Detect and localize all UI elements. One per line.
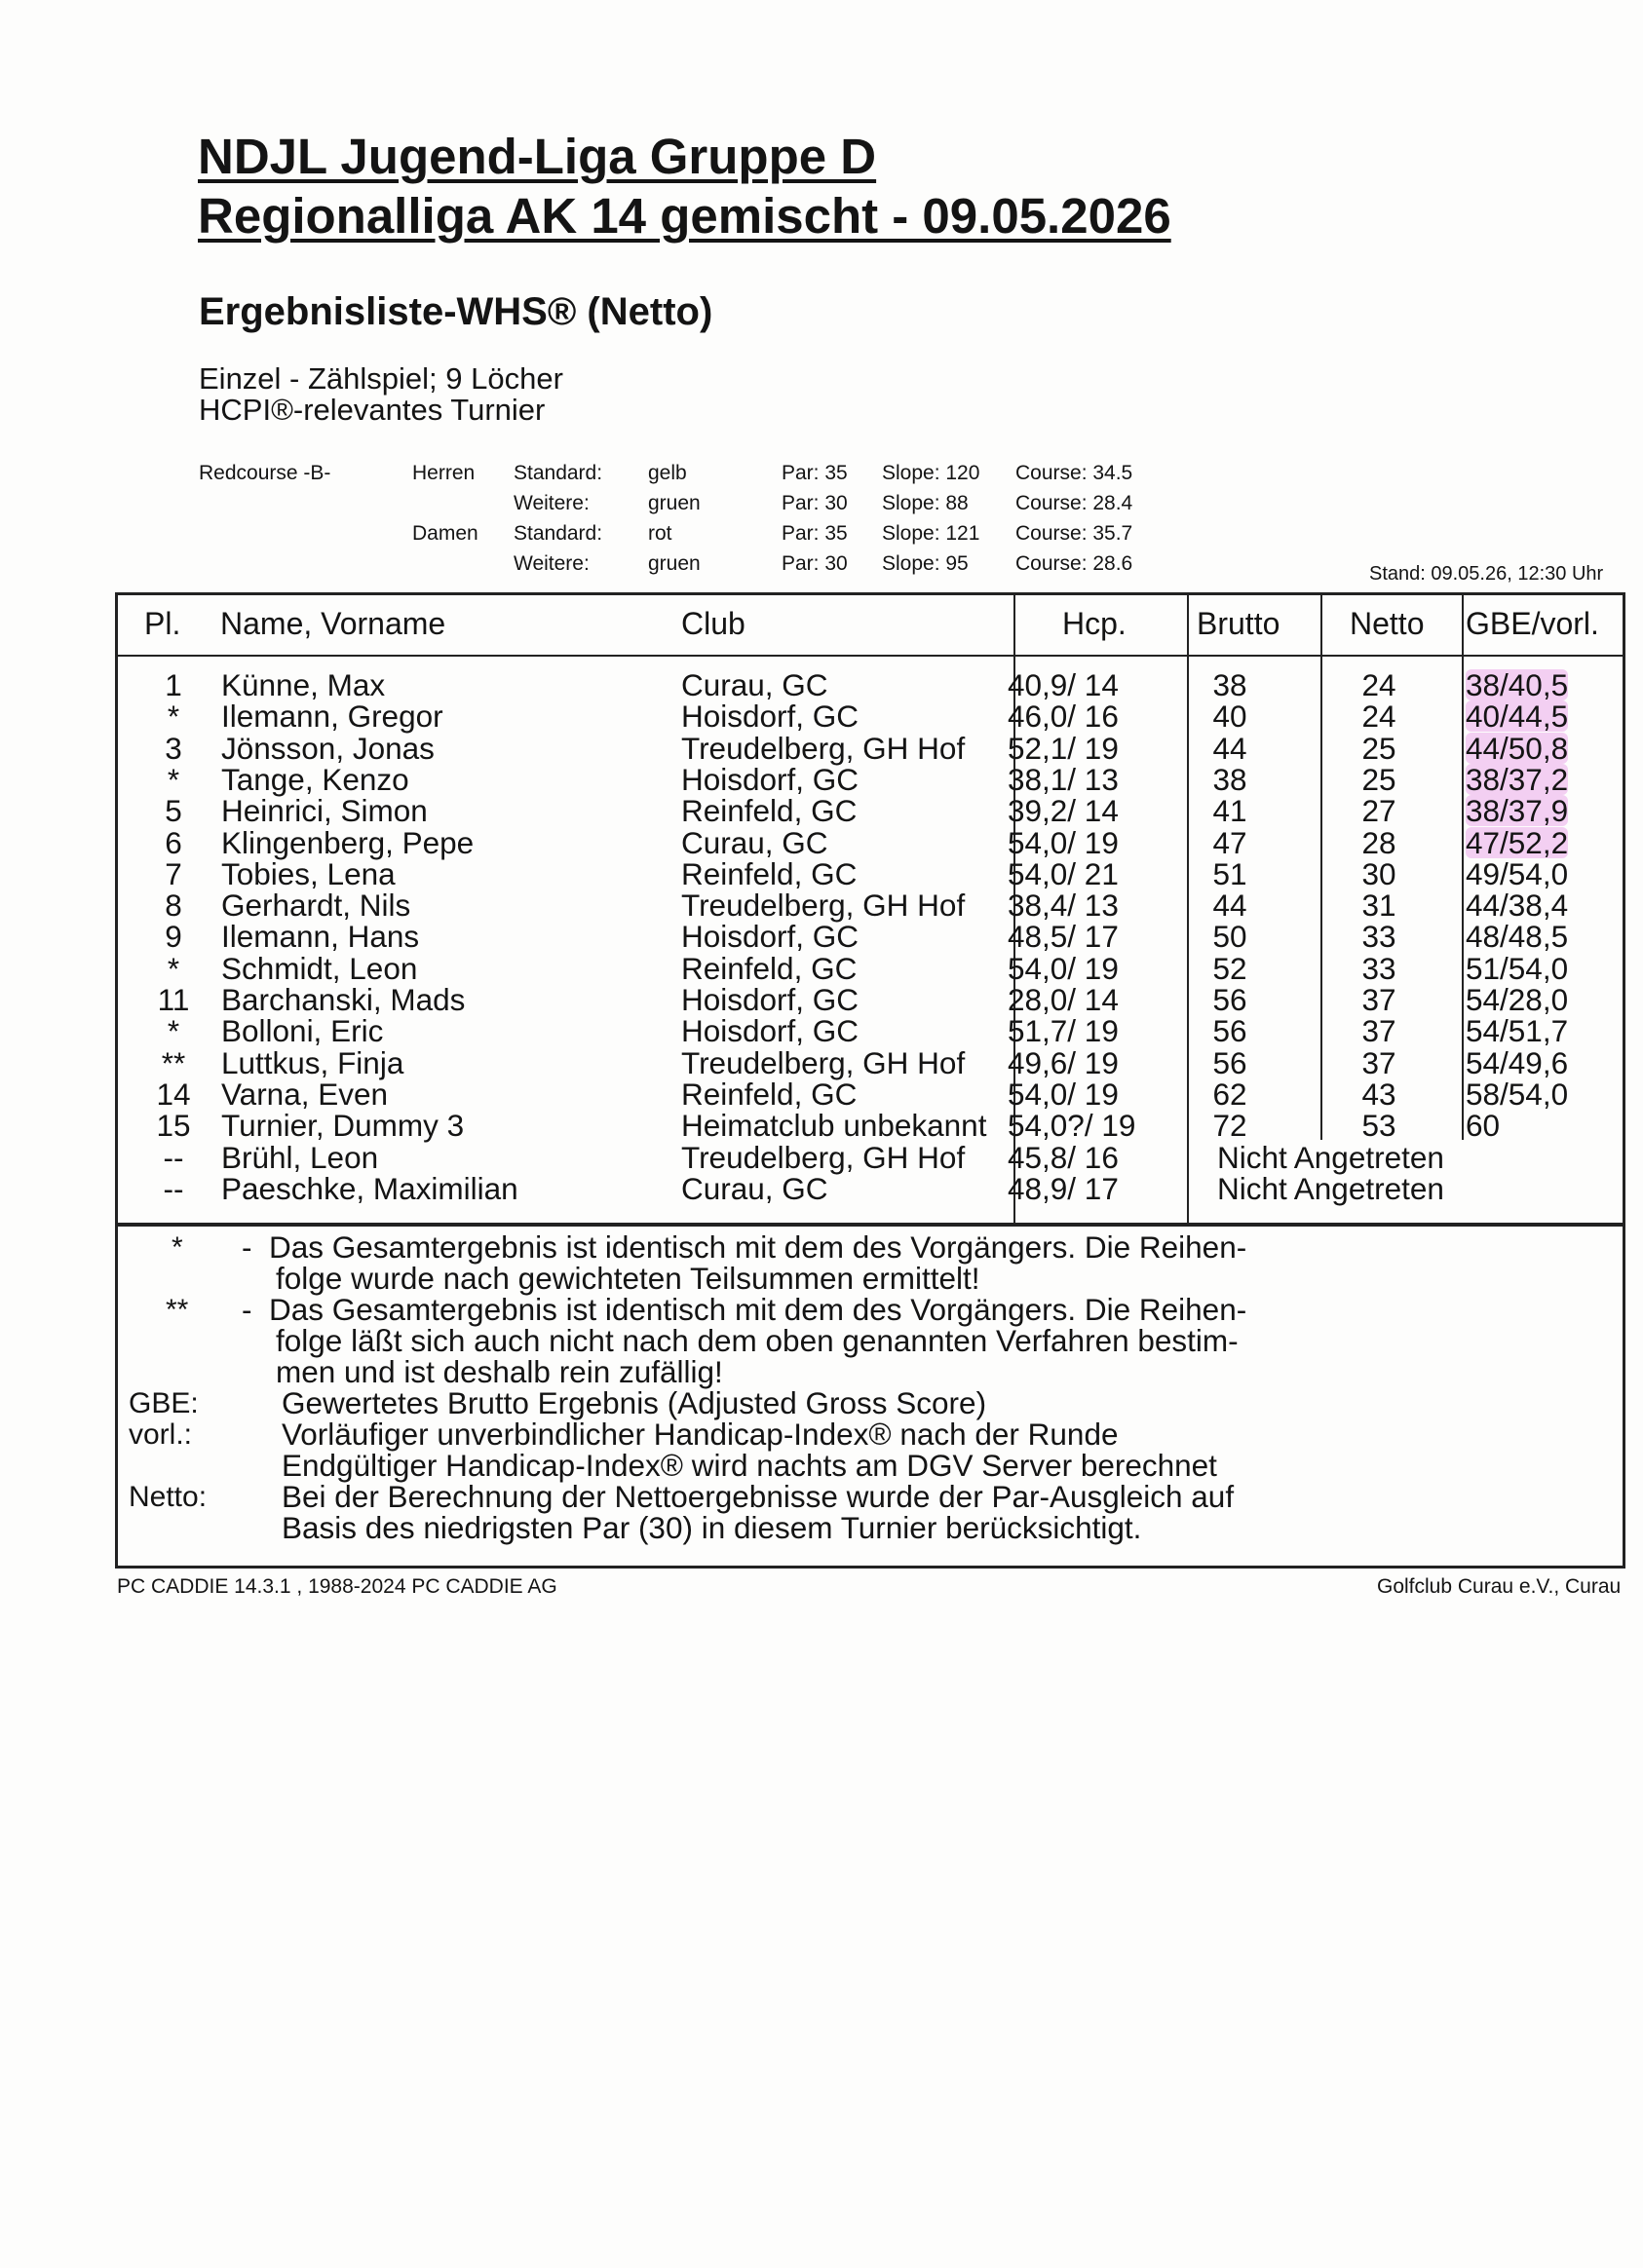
cell-name: Turnier, Dummy 3 bbox=[221, 1108, 465, 1144]
cell-gbe: 54/51,7 bbox=[1466, 1013, 1569, 1049]
cell-name: Klingenberg, Pepe bbox=[221, 824, 475, 860]
cell-name: Brühl, Leon bbox=[221, 1139, 379, 1175]
course-group: Damen bbox=[412, 522, 478, 545]
cell-netto: 25 bbox=[1361, 761, 1396, 797]
course-group: Herren bbox=[412, 462, 476, 484]
cell-brutto: 62 bbox=[1212, 1076, 1247, 1112]
info-line-2: HCPI®-relevantes Turnier bbox=[199, 393, 546, 427]
cell-netto: 37 bbox=[1361, 1044, 1396, 1080]
course-type: Weitere: bbox=[514, 492, 590, 514]
cell-name: Paeschke, Maximilian bbox=[221, 1170, 518, 1206]
cell-hcp: 51,7/ 19 bbox=[1008, 1013, 1119, 1049]
cell-brutto: 51 bbox=[1212, 855, 1247, 891]
cell-place: * bbox=[167, 950, 180, 986]
cell-netto: 43 bbox=[1361, 1076, 1396, 1112]
cell-place: ** bbox=[161, 1044, 186, 1080]
cell-place: 8 bbox=[165, 888, 182, 924]
course-rating: Course: 28.6 bbox=[1015, 552, 1133, 575]
cell-place: * bbox=[167, 1013, 180, 1049]
cell-name: Tange, Kenzo bbox=[221, 761, 409, 797]
cell-club: Curau, GC bbox=[681, 1170, 828, 1206]
table-row bbox=[0, 730, 1643, 766]
cell-brutto: 56 bbox=[1212, 1044, 1247, 1080]
table-row bbox=[0, 855, 1643, 891]
cell-club: Hoisdorf, GC bbox=[681, 761, 860, 797]
header-club: Club bbox=[681, 606, 745, 641]
cell-hcp: 38,4/ 13 bbox=[1008, 888, 1119, 924]
table-row bbox=[0, 699, 1643, 735]
cell-club: Reinfeld, GC bbox=[681, 793, 858, 829]
cell-not-started: Nicht Angetreten bbox=[1217, 1139, 1444, 1175]
table-row bbox=[0, 1013, 1643, 1049]
table-row bbox=[0, 1108, 1643, 1144]
course-par: Par: 30 bbox=[782, 552, 848, 575]
cell-hcp: 48,9/ 17 bbox=[1008, 1170, 1119, 1206]
cell-hcp: 40,9/ 14 bbox=[1008, 667, 1119, 702]
course-type: Standard: bbox=[514, 522, 603, 545]
cell-place: 15 bbox=[156, 1108, 191, 1144]
cell-brutto: 40 bbox=[1212, 699, 1247, 735]
header-hcp: Hcp. bbox=[1062, 606, 1127, 641]
table-row bbox=[0, 950, 1643, 986]
footer-right: Golfclub Curau e.V., Curau bbox=[1377, 1575, 1622, 1598]
cell-netto: 37 bbox=[1361, 1013, 1396, 1049]
header-netto: Netto bbox=[1350, 606, 1425, 641]
cell-netto: 24 bbox=[1361, 667, 1396, 702]
cell-gbe: 58/54,0 bbox=[1466, 1076, 1569, 1112]
cell-gbe: 38/37,9 bbox=[1466, 793, 1569, 829]
cell-club: Reinfeld, GC bbox=[681, 1076, 858, 1112]
note-text: - Das Gesamtergebnis ist identisch mit dem des Vorgängers. Die Reihen- folge wurde nach gewichteten Teilsummen ermittelt! bbox=[242, 1229, 1247, 1296]
cell-gbe: 40/44,5 bbox=[1466, 699, 1569, 735]
table-row bbox=[0, 984, 1643, 1015]
cell-gbe: 44/50,8 bbox=[1466, 730, 1569, 766]
cell-club: Treudelberg, GH Hof bbox=[681, 888, 966, 924]
course-type: Standard: bbox=[514, 462, 603, 484]
table-row bbox=[0, 919, 1643, 955]
cell-gbe: 38/40,5 bbox=[1466, 667, 1569, 702]
cell-place: -- bbox=[163, 1170, 184, 1206]
cell-gbe: 54/49,6 bbox=[1466, 1044, 1569, 1080]
cell-club: Hoisdorf, GC bbox=[681, 699, 860, 735]
cell-brutto: 38 bbox=[1212, 761, 1247, 797]
col-divider-netto-header bbox=[1320, 593, 1322, 656]
cell-gbe: 48/48,5 bbox=[1466, 919, 1569, 955]
course-par: Par: 30 bbox=[782, 492, 848, 514]
cell-hcp: 45,8/ 16 bbox=[1008, 1139, 1119, 1175]
cell-hcp: 54,0/ 19 bbox=[1008, 824, 1119, 860]
cell-netto: 24 bbox=[1361, 699, 1396, 735]
stand-timestamp: Stand: 09.05.26, 12:30 Uhr bbox=[1369, 563, 1604, 585]
course-slope: Slope: 95 bbox=[882, 552, 969, 575]
cell-netto: 31 bbox=[1361, 888, 1396, 924]
cell-place: 14 bbox=[156, 1076, 191, 1112]
cell-brutto: 44 bbox=[1212, 888, 1247, 924]
cell-club: Curau, GC bbox=[681, 667, 828, 702]
title-line-1: NDJL Jugend-Liga Gruppe D bbox=[198, 129, 877, 184]
cell-name: Gerhardt, Nils bbox=[221, 888, 411, 924]
cell-place: 9 bbox=[165, 919, 182, 955]
cell-hcp: 54,0/ 21 bbox=[1008, 855, 1119, 891]
course-par: Par: 35 bbox=[782, 522, 848, 545]
cell-netto: 33 bbox=[1361, 919, 1396, 955]
cell-brutto: 44 bbox=[1212, 730, 1247, 766]
table-row bbox=[0, 1044, 1643, 1080]
cell-brutto: 38 bbox=[1212, 667, 1247, 702]
table-row bbox=[0, 1078, 1643, 1110]
cell-brutto: 41 bbox=[1212, 793, 1247, 829]
table-row bbox=[0, 669, 1643, 700]
cell-hcp: 46,0/ 16 bbox=[1008, 699, 1119, 735]
cell-name: Schmidt, Leon bbox=[221, 950, 418, 986]
header-name: Name, Vorname bbox=[220, 606, 446, 641]
course-slope: Slope: 120 bbox=[882, 462, 980, 484]
cell-brutto: 72 bbox=[1212, 1108, 1247, 1144]
note-text: - Das Gesamtergebnis ist identisch mit dem des Vorgängers. Die Reihen- folge läßt sich auch nicht nach dem oben genannten Verfahren bestim- men und ist deshalb rein zufällig! bbox=[242, 1292, 1247, 1389]
cell-name: Ilemann, Hans bbox=[221, 919, 420, 955]
cell-place: 1 bbox=[165, 667, 182, 702]
cell-netto: 28 bbox=[1361, 824, 1396, 860]
cell-hcp: 54,0/ 19 bbox=[1008, 950, 1119, 986]
table-row bbox=[0, 793, 1643, 829]
title-line-2: Regionalliga AK 14 gemischt - 09.05.2026 bbox=[198, 188, 1171, 244]
course-rating: Course: 34.5 bbox=[1015, 462, 1133, 484]
course-tee: rot bbox=[648, 522, 672, 545]
note-symbol: Netto: bbox=[129, 1481, 208, 1513]
cell-netto: 25 bbox=[1361, 730, 1396, 766]
cell-hcp: 54,0/ 19 bbox=[1008, 1076, 1119, 1112]
course-type: Weitere: bbox=[514, 552, 590, 575]
cell-name: Jönsson, Jonas bbox=[221, 730, 435, 766]
header-gbe: GBE/vorl. bbox=[1466, 606, 1599, 641]
cell-netto: 33 bbox=[1361, 950, 1396, 986]
cell-not-started: Nicht Angetreten bbox=[1217, 1170, 1444, 1206]
cell-club: Hoisdorf, GC bbox=[681, 1013, 860, 1049]
cell-gbe: 44/38,4 bbox=[1466, 888, 1569, 924]
cell-brutto: 50 bbox=[1212, 919, 1247, 955]
subtitle: Ergebnisliste-WHS® (Netto) bbox=[199, 290, 713, 333]
note-symbol: GBE: bbox=[129, 1387, 199, 1419]
cell-name: Varna, Even bbox=[221, 1076, 389, 1112]
note-symbol: vorl.: bbox=[129, 1418, 193, 1451]
cell-gbe: 51/54,0 bbox=[1466, 950, 1569, 986]
cell-hcp: 28,0/ 14 bbox=[1008, 982, 1119, 1017]
cell-hcp: 52,1/ 19 bbox=[1008, 730, 1119, 766]
cell-gbe: 47/52,2 bbox=[1466, 824, 1569, 860]
cell-club: Reinfeld, GC bbox=[681, 950, 858, 986]
cell-name: Luttkus, Finja bbox=[221, 1044, 404, 1080]
cell-brutto: 56 bbox=[1212, 982, 1247, 1017]
cell-club: Curau, GC bbox=[681, 824, 828, 860]
course-par: Par: 35 bbox=[782, 462, 848, 484]
table-row bbox=[0, 761, 1643, 797]
cell-gbe: 38/37,2 bbox=[1466, 761, 1569, 797]
cell-club: Treudelberg, GH Hof bbox=[681, 1139, 966, 1175]
cell-netto: 30 bbox=[1361, 855, 1396, 891]
cell-name: Künne, Max bbox=[221, 667, 386, 702]
info-line-1: Einzel - Zählspiel; 9 Löcher bbox=[199, 361, 563, 396]
cell-brutto: 52 bbox=[1212, 950, 1247, 986]
cell-name: Tobies, Lena bbox=[221, 855, 396, 891]
course-tee: gruen bbox=[648, 552, 701, 575]
cell-brutto: 56 bbox=[1212, 1013, 1247, 1049]
cell-name: Barchanski, Mads bbox=[221, 982, 466, 1017]
course-slope: Slope: 121 bbox=[882, 522, 980, 545]
note-symbol: ** bbox=[166, 1294, 189, 1326]
course-rating: Course: 28.4 bbox=[1015, 492, 1133, 514]
cell-place: 3 bbox=[165, 730, 182, 766]
note-text: Gewertetes Brutto Ergebnis (Adjusted Gross Score) bbox=[282, 1385, 987, 1420]
header-pl: Pl. bbox=[144, 606, 181, 641]
cell-hcp: 48,5/ 17 bbox=[1008, 919, 1119, 955]
cell-hcp: 54,0?/ 19 bbox=[1008, 1108, 1136, 1144]
cell-place: 5 bbox=[165, 793, 182, 829]
cell-place: -- bbox=[163, 1139, 184, 1175]
cell-place: 6 bbox=[165, 824, 182, 860]
cell-club: Heimatclub unbekannt bbox=[681, 1108, 987, 1144]
cell-place: 11 bbox=[157, 982, 190, 1017]
cell-gbe: 60 bbox=[1466, 1108, 1501, 1144]
table-row bbox=[0, 888, 1643, 924]
course-slope: Slope: 88 bbox=[882, 492, 969, 514]
cell-name: Ilemann, Gregor bbox=[221, 699, 443, 735]
table-row bbox=[0, 1139, 1643, 1175]
note-text: Bei der Berechnung der Nettoergebnisse wurde der Par-Ausgleich auf Basis des niedrigsten Par (30) in diesem Turnier berücksichtigt. bbox=[282, 1479, 1235, 1545]
course-name: Redcourse -B- bbox=[199, 462, 331, 484]
cell-place: 7 bbox=[165, 855, 182, 891]
footer-left: PC CADDIE 14.3.1 , 1988-2024 PC CADDIE AG bbox=[117, 1575, 557, 1598]
cell-club: Hoisdorf, GC bbox=[681, 982, 860, 1017]
cell-hcp: 38,1/ 13 bbox=[1008, 761, 1119, 797]
cell-gbe: 49/54,0 bbox=[1466, 855, 1569, 891]
course-tee: gelb bbox=[648, 462, 687, 484]
table-row bbox=[0, 824, 1643, 860]
cell-netto: 53 bbox=[1361, 1108, 1396, 1144]
cell-place: * bbox=[167, 699, 180, 735]
course-tee: gruen bbox=[648, 492, 701, 514]
cell-club: Reinfeld, GC bbox=[681, 855, 858, 891]
header-brutto: Brutto bbox=[1197, 606, 1280, 641]
cell-name: Bolloni, Eric bbox=[221, 1013, 384, 1049]
cell-hcp: 39,2/ 14 bbox=[1008, 793, 1119, 829]
cell-brutto: 47 bbox=[1212, 824, 1247, 860]
course-rating: Course: 35.7 bbox=[1015, 522, 1133, 545]
cell-name: Heinrici, Simon bbox=[221, 793, 428, 829]
note-text: Vorläufiger unverbindlicher Handicap-Index® nach der Runde Endgültiger Handicap-Index® wird nachts am DGV Server berechnet bbox=[282, 1417, 1217, 1483]
cell-club: Treudelberg, GH Hof bbox=[681, 730, 966, 766]
cell-hcp: 49,6/ 19 bbox=[1008, 1044, 1119, 1080]
cell-netto: 37 bbox=[1361, 982, 1396, 1017]
cell-club: Hoisdorf, GC bbox=[681, 919, 860, 955]
cell-club: Treudelberg, GH Hof bbox=[681, 1044, 966, 1080]
table-row bbox=[0, 1170, 1643, 1206]
header-divider bbox=[116, 655, 1624, 657]
cell-gbe: 54/28,0 bbox=[1466, 982, 1569, 1017]
note-symbol: * bbox=[172, 1231, 183, 1264]
cell-netto: 27 bbox=[1361, 793, 1396, 829]
cell-place: * bbox=[167, 761, 180, 797]
